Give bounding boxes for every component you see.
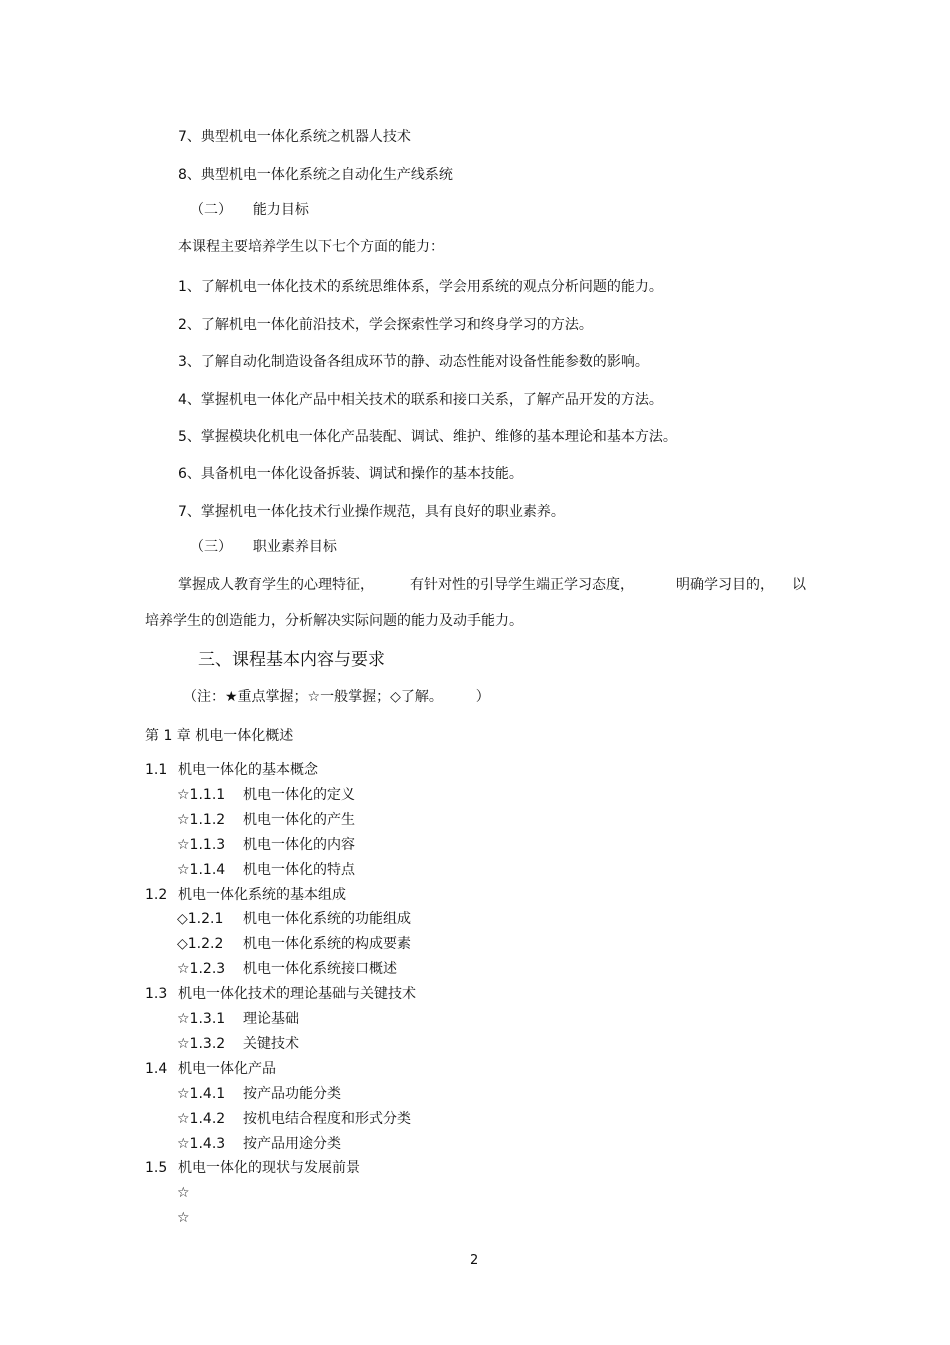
- outline-number: 1.2: [145, 886, 168, 903]
- outline-number: ☆1.2.3: [177, 961, 226, 978]
- outline-number: ☆1.4.3: [177, 1135, 226, 1152]
- outline-number: 1.3: [145, 986, 168, 1003]
- outline-subsection: [177, 960, 397, 978]
- legend-note-close: ）: [475, 689, 490, 705]
- outline-subsection: [177, 811, 355, 829]
- ability-heading: [190, 201, 309, 219]
- outline-text: 机电一体化的内容: [243, 836, 355, 853]
- outline-text: 关键技术: [243, 1035, 299, 1052]
- outline-text: 按产品用途分类: [243, 1135, 341, 1152]
- outline-section: [145, 1159, 360, 1177]
- outline-text: 按机电结合程度和形式分类: [243, 1110, 411, 1127]
- outline-number: ☆1.3.2: [177, 1035, 226, 1052]
- outline-text: 按产品功能分类: [243, 1085, 341, 1102]
- outline-text: 机电一体化的特点: [243, 861, 355, 878]
- quality-heading-text: 职业素养目标: [252, 539, 337, 555]
- quality-paragraph-seg4: 以: [792, 577, 806, 593]
- ability-intro: 本课程主要培养学生以下七个方面的能力：: [178, 239, 444, 255]
- ability-heading-num: （二）: [190, 202, 232, 218]
- legend-note: [183, 688, 490, 706]
- ability-item: 6、具备机电一体化设备拆装、调试和操作的基本技能。: [178, 466, 523, 482]
- outline-number: 1.1: [145, 762, 168, 778]
- outline-subsection: [177, 1035, 299, 1053]
- outline-number: ☆1.4.1: [177, 1085, 226, 1102]
- outline-text: 机电一体化系统的基本组成: [178, 886, 346, 903]
- outline-subsection: [177, 1085, 341, 1103]
- ability-heading-text: 能力目标: [252, 202, 309, 218]
- outline-subsection: [177, 861, 355, 879]
- outline-text: 机电一体化产品: [178, 1060, 276, 1077]
- outline-number: ◇1.2.2: [177, 936, 224, 953]
- outline-number: ☆: [177, 1185, 190, 1202]
- outline-subsection: [177, 910, 411, 928]
- outline-text: 机电一体化系统的构成要素: [243, 936, 411, 953]
- outline-subsection: [177, 786, 355, 804]
- outline-number: ◇1.2.1: [177, 911, 224, 928]
- ability-item: 2、了解机电一体化前沿技术，学会探索性学习和终身学习的方法。: [178, 317, 593, 333]
- ability-item: 7、掌握机电一体化技术行业操作规范，具有良好的职业素养。: [178, 504, 565, 520]
- legend-note-text: （注：★重点掌握；☆一般掌握；◇了解。: [183, 689, 443, 705]
- outline-number: 1.5: [145, 1160, 168, 1177]
- outline-text: 理论基础: [243, 1011, 299, 1027]
- outline-number: ☆1.1.3: [177, 836, 226, 853]
- outline-number: ☆1.1.4: [177, 861, 226, 878]
- outline-subsection: [177, 1209, 243, 1227]
- quality-heading-num: （三）: [190, 539, 232, 555]
- outline-number: ☆1.3.1: [177, 1011, 226, 1027]
- page-number: 2: [470, 1253, 479, 1268]
- outline-subsection: [177, 1184, 243, 1202]
- ability-item: 4、掌握机电一体化产品中相关技术的联系和接口关系，了解产品开发的方法。: [178, 392, 663, 408]
- outline-text: 机电一体化的产生: [243, 811, 355, 828]
- outline-number: ☆1.4.2: [177, 1110, 226, 1127]
- quality-heading: [190, 538, 337, 556]
- ability-item: 5、掌握模块化机电一体化产品装配、调试、维护、维修的基本理论和基本方法。: [178, 429, 677, 445]
- quality-paragraph-seg2: 有针对性的引导学生端正学习态度，: [410, 577, 634, 593]
- outline-section: [145, 886, 346, 904]
- outline-number: 1.4: [145, 1060, 168, 1077]
- ability-item: 1、了解机电一体化技术的系统思维体系，学会用系统的观点分析问题的能力。: [178, 279, 663, 295]
- section-title: 三、课程基本内容与要求: [198, 650, 385, 670]
- quality-paragraph-seg1: 掌握成人教育学生的心理特征，: [178, 577, 374, 593]
- outline-subsection: [177, 836, 355, 854]
- outline-subsection: [177, 935, 411, 953]
- outline-text: 机电一体化的基本概念: [178, 762, 318, 778]
- outline-number: ☆1.1.2: [177, 811, 226, 828]
- outline-text: 机电一体化系统接口概述: [243, 961, 397, 978]
- outline-text: 机电一体化技术的理论基础与关键技术: [178, 986, 416, 1003]
- outline-subsection: [177, 1010, 299, 1028]
- outline-text: 机电一体化系统的功能组成: [243, 911, 411, 928]
- outline-section: [145, 761, 318, 779]
- quality-paragraph-line2: 培养学生的创造能力，分析解决实际问题的能力及动手能力。: [145, 613, 523, 629]
- outline-section: [145, 985, 416, 1003]
- knowledge-item: 8、典型机电一体化系统之自动化生产线系统: [178, 167, 453, 183]
- outline-section: [145, 1060, 276, 1078]
- knowledge-item: 7、典型机电一体化系统之机器人技术: [178, 129, 411, 145]
- quality-paragraph-seg3: 明确学习目的，: [676, 577, 774, 593]
- outline-subsection: [177, 1110, 411, 1128]
- chapter-title: 第 1 章 机电一体化概述: [145, 728, 294, 744]
- outline-number: ☆: [177, 1210, 190, 1227]
- outline-text: 机电一体化的现状与发展前景: [178, 1160, 360, 1177]
- outline-text: 机电一体化的定义: [243, 786, 355, 803]
- outline-subsection: [177, 1135, 341, 1153]
- ability-item: 3、了解自动化制造设备各组成环节的静、动态性能对设备性能参数的影响。: [178, 354, 649, 370]
- outline-number: ☆1.1.1: [177, 786, 226, 803]
